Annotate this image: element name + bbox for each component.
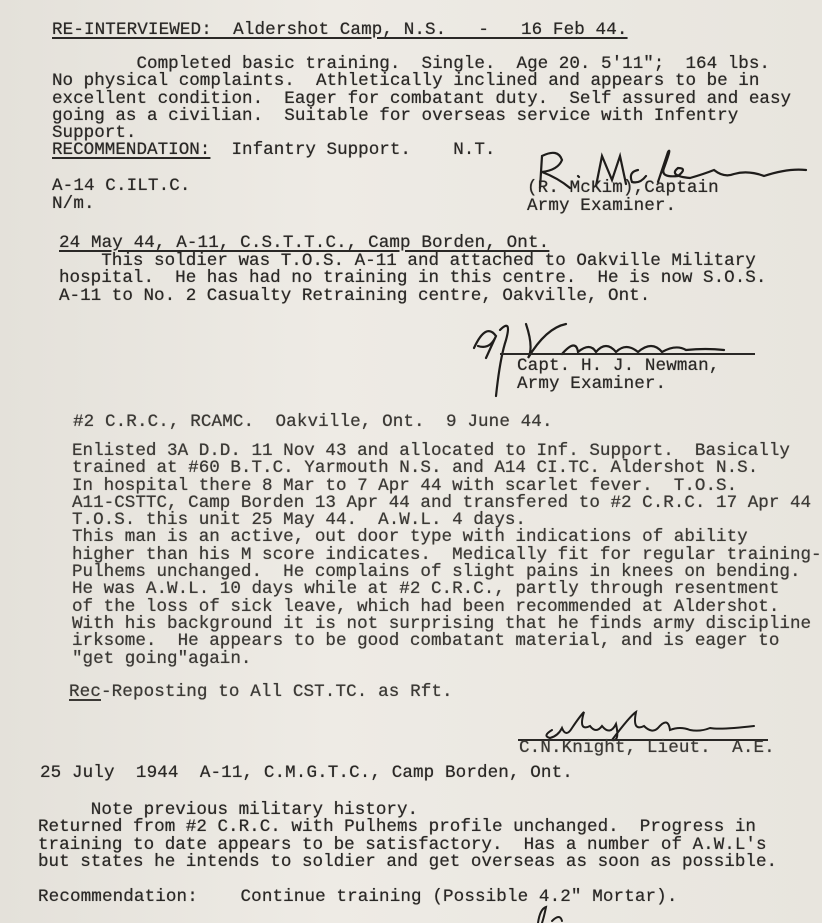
entry1-heading: RE-INTERVIEWED: Aldershot Camp, N.S. - 16 Feb 44. <box>52 20 628 40</box>
signature-line <box>500 353 755 355</box>
entry1-body <box>52 56 791 160</box>
entry3-line: In hospital there 8 Mar to 7 Apr 44 with scarlet fever. T.O.S. <box>72 475 738 496</box>
entry4-body <box>38 802 777 871</box>
entry2-line: hospital. He has had no training in this centre. He is now S.O.S. <box>59 268 767 289</box>
rec-text: -Reposting to All CST.TC. as Rft. <box>100 682 453 702</box>
signature-partial <box>530 905 570 923</box>
entry2-body <box>59 253 766 305</box>
entry1-line: going as a civilian. Suitable for overseas service with Infentry <box>52 105 739 126</box>
entry4-heading: 25 July 1944 A-11, C.M.G.T.C., Camp Borden, Ont. <box>40 763 573 783</box>
recommendation-text: Infantry Support. N.T. <box>210 140 496 161</box>
entry3-heading: #2 C.R.C., RCAMC. Oakville, Ont. 9 June 44. <box>73 412 553 432</box>
entry3-line: irksome. He appears to be good combatant material, and is eager to <box>72 631 780 652</box>
entry4-line: training to date appears to be satisfactory. Has a number of A.W.L's <box>38 834 767 855</box>
entry1-line: Support. <box>52 123 137 144</box>
entry3-body <box>72 443 822 668</box>
entry1-line: excellent condition. Eager for combatant duty. Self assured and easy <box>52 88 792 109</box>
entry1-signer-title: Army Examiner. <box>527 196 677 216</box>
entry3-line: trained at #60 B.T.C. Yarmouth N.S. and A14 CI.TC. Aldershot N.S. <box>72 458 759 479</box>
entry1-line: No physical complaints. Athletically inclined and appears to be in <box>52 71 760 92</box>
entry1-initials: N/m. <box>52 194 95 214</box>
entry1-unit: A-14 C.ILT.C. <box>52 176 191 196</box>
entry4-line: Note previous military history. <box>38 800 419 820</box>
entry3-line: A11-CSTTC, Camp Borden 13 Apr 44 and transfered to #2 C.R.C. 17 Apr 44 <box>72 492 812 513</box>
entry2-line: A-11 to No. 2 Casualty Retraining centre, Oakville, Ont. <box>59 285 651 306</box>
entry1-line: Completed basic training. Single. Age 20. 5'11"; 164 lbs. <box>52 54 770 74</box>
rec-label: Rec <box>69 682 101 702</box>
entry3-line: Enlisted 3A D.D. 11 Nov 43 and allocated to Inf. Support. Basically <box>72 441 790 461</box>
entry3-line: With his background it is not surprising that he finds army discipline <box>72 613 812 634</box>
entry2-heading: 24 May 44, A-11, C.S.T.T.C., Camp Borden, Ont. <box>59 233 550 253</box>
entry3-line: He was A.W.L. 10 days while at #2 C.R.C., partly through resentment <box>72 579 780 600</box>
entry2-signer-title: Army Examiner. <box>517 374 667 394</box>
entry4-recommendation: Recommendation: Continue training (Possible 4.2" Mortar). <box>38 887 678 907</box>
entry3-line: higher than his M score indicates. Medically fit for regular training- <box>72 544 822 565</box>
entry2-signer: Capt. H. J. Newman, <box>517 356 720 376</box>
entry3-line: of the loss of sick leave, which had been recommended at Aldershot. <box>72 596 780 617</box>
recommendation-label: RECOMMENDATION: <box>52 140 211 161</box>
entry3-line: Pulhems unchanged. He complains of slight pains in knees on bending. <box>72 562 801 583</box>
entry3-signer: C.N.Knight, Lieut. A.E. <box>519 738 775 758</box>
entry3-line: "get going"again. <box>72 648 252 669</box>
entry3-line: This man is an active, out door type with indications of ability <box>72 527 748 548</box>
entry1-signer: (R. McKim),Captain <box>527 178 719 198</box>
entry3-line: T.O.S. this unit 25 May 44. A.W.L. 4 days. <box>72 510 526 531</box>
entry2-line: This soldier was T.O.S. A-11 and attached to Oakville Military <box>59 251 756 271</box>
entry4-line: but states he intends to soldier and get overseas as soon as possible. <box>38 851 778 872</box>
entry4-line: Returned from #2 C.R.C. with Pulhems profile unchanged. Progress in <box>38 817 756 838</box>
